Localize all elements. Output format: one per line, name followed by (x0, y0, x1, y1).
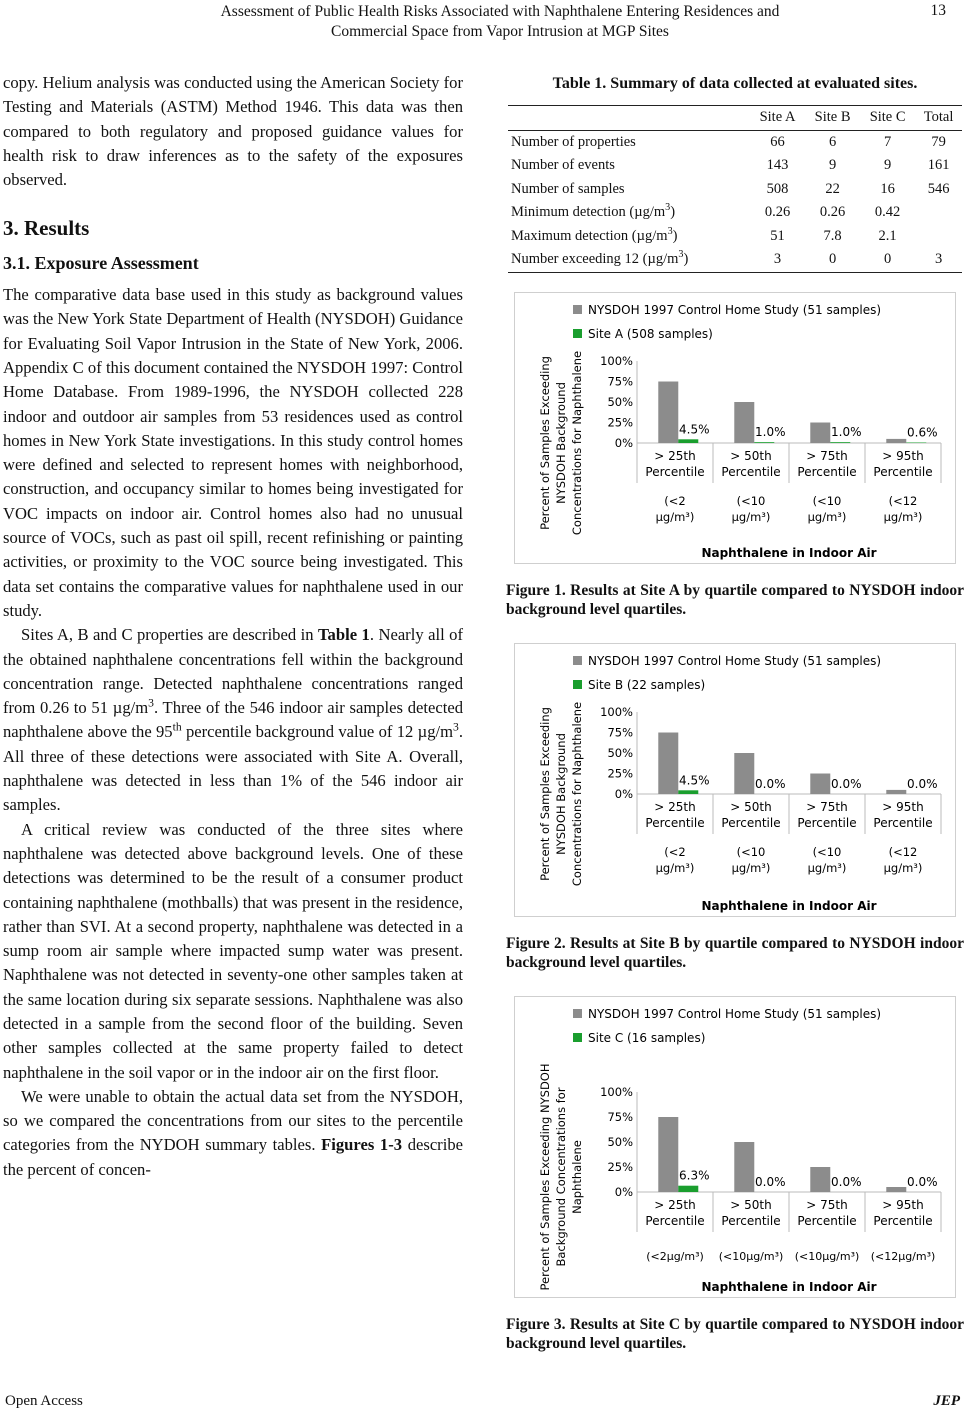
subsection-heading: 3.1. Exposure Assessment (3, 252, 199, 273)
x-tick-label: > 50th (730, 1198, 772, 1212)
bar-data-label: 0.6% (907, 425, 938, 440)
table-cell: 161 (927, 157, 950, 174)
legend-label: Site C (16 samples) (588, 1031, 706, 1045)
figure-2-chart (514, 643, 956, 917)
table-cell: 0.26 (819, 204, 846, 221)
bar-site (678, 1186, 698, 1192)
table-header-cell: Site C (860, 106, 915, 131)
legend-swatch (573, 656, 582, 665)
bar-data-label: 0.0% (907, 1175, 938, 1189)
x-tick-label: > 25th (654, 449, 696, 463)
x-axis-label: Naphthalene in Indoor Air (701, 1280, 877, 1294)
table-cell: 0.26 (764, 204, 791, 221)
paragraph-comparison (3, 1085, 463, 1182)
legend-swatch (573, 680, 582, 689)
y-tick-label: 0% (614, 787, 633, 801)
bar-data-label: 4.5% (679, 422, 710, 437)
bar-control-home (734, 402, 754, 443)
y-tick-label: 50% (607, 746, 633, 760)
right-column (508, 71, 962, 273)
x-tick-label: Percentile (873, 465, 933, 479)
table-cell: 16 (880, 180, 895, 197)
y-tick-label: 100% (600, 354, 633, 368)
threshold-label: (<10 (736, 494, 766, 508)
superscript: 3 (453, 720, 459, 734)
y-tick-label: 0% (614, 436, 633, 450)
superscript: 3 (148, 696, 154, 710)
y-axis-label-line: Concentrations for Naphthalene (570, 350, 584, 536)
table-cell (915, 201, 962, 225)
threshold-label: µg/m³) (731, 861, 771, 875)
x-tick-label: > 50th (730, 800, 772, 814)
table-row (508, 248, 962, 272)
bar-site (678, 790, 698, 794)
table-row-label (508, 154, 750, 178)
footer-journal: JEP (933, 1393, 960, 1409)
y-tick-label: 25% (607, 415, 633, 430)
table-cell (915, 225, 962, 249)
bar-data-label: 0.0% (755, 777, 786, 791)
paragraph-sites-text-d: percentile background value of 12 µg/m (181, 722, 454, 742)
superscript: 3 (678, 249, 684, 261)
table-cell: 3 (773, 251, 782, 268)
y-tick-label: 75% (607, 1110, 633, 1124)
bar-control-home (658, 382, 678, 444)
threshold-label: (<10 (736, 845, 766, 859)
table-cell: 143 (766, 157, 789, 174)
x-tick-label: Percentile (797, 465, 857, 479)
x-tick-label: Percentile (645, 816, 705, 830)
bar-site (830, 442, 850, 443)
table-cell: 79 (931, 133, 946, 150)
y-tick-label: 100% (600, 705, 633, 719)
bar-control-home (886, 1187, 906, 1192)
table-cell: 3 (934, 251, 943, 268)
threshold-label: (<12 (888, 494, 918, 508)
table-row-label (508, 130, 750, 154)
y-axis-label-line: Percent of Samples Exceeding (538, 707, 552, 881)
summary-table (508, 105, 962, 273)
threshold-label: µg/m³) (883, 510, 923, 524)
threshold-label: (<2µg/m³) (646, 1250, 704, 1263)
table-row (508, 178, 962, 202)
table-cell: 7 (883, 133, 892, 150)
x-tick-label: > 95th (882, 800, 924, 814)
figure-3-caption: Figure 3. Results at Site C by quartile compared to NYSDOH indoor background level quartiles. (506, 1316, 964, 1352)
x-tick-label: Percentile (797, 1214, 857, 1228)
chart-legend (573, 303, 881, 341)
bar-data-label: 0.0% (831, 1175, 862, 1189)
bar-control-home (658, 1117, 678, 1192)
figure-1-caption: Figure 1. Results at Site A by quartile compared to NYSDOH indoor background level quartiles. (506, 582, 964, 618)
superscript: th (172, 720, 182, 734)
x-tick-label: > 95th (882, 1198, 924, 1212)
y-axis-label (538, 702, 584, 886)
y-tick-label: 0% (614, 1185, 633, 1199)
chart-svg (515, 644, 955, 916)
x-axis-label: Naphthalene in Indoor Air (701, 899, 877, 913)
threshold-label: (<2 (664, 494, 686, 508)
y-axis-label-line: Percent of Samples Exceeding NYSDOH (538, 1063, 552, 1291)
figure-3-chart (514, 996, 956, 1298)
x-tick-label: Percentile (797, 816, 857, 830)
table-header-cell: Site A (750, 106, 805, 131)
x-tick-label: Percentile (873, 816, 933, 830)
bar-control-home (886, 439, 906, 443)
paragraph-sites-text-a: Sites A, B and C properties are described in (21, 625, 319, 645)
row-label-text: Number exceeding 12 (µg/m (511, 251, 679, 268)
y-axis-label-line: NYSDOH Background (554, 382, 568, 504)
page-footer (5, 1393, 960, 1410)
y-axis-label-line: NYSDOH Background (554, 733, 568, 855)
legend-label: NYSDOH 1997 Control Home Study (51 samples) (588, 1007, 882, 1021)
threshold-label: (<10 (812, 845, 842, 859)
figures-reference: Figures 1-3 (321, 1135, 403, 1155)
y-axis-label-line: Percent of Samples Exceeding (538, 356, 552, 530)
threshold-label: µg/m³) (807, 861, 847, 875)
bar-control-home (810, 1167, 830, 1192)
threshold-label: (<10µg/m³) (794, 1250, 860, 1263)
y-tick-label: 75% (607, 725, 633, 740)
table-cell: 9 (883, 157, 892, 174)
chart-legend (573, 654, 881, 692)
running-title-line2: Commercial Space from Vapor Intrusion at MGP Sites (331, 23, 669, 40)
intro-paragraph: copy. Helium analysis was conducted using the American Society for Testing and Materials (ASTM) Method 1946. This data was then compared to both regulatory and proposed guidance values for health risk to draw inferences as to the safety of the exposures observed. (3, 73, 463, 190)
row-label-text: Number of events (511, 157, 615, 174)
bar-data-label: 0.0% (831, 777, 862, 791)
y-tick-label: 50% (607, 395, 633, 409)
legend-swatch (573, 329, 582, 338)
bar-data-label: 1.0% (755, 425, 786, 440)
bar-data-label: 4.5% (679, 773, 710, 788)
legend-label: Site B (22 samples) (588, 678, 706, 692)
paragraph-comparison-text-b: describe the percent of concen- (3, 1135, 463, 1179)
table-cell: 51 (770, 227, 785, 244)
paragraph-sites-text-e: . All three of these detections were associated with Site A. Overall, naphthalene was detected in less than 1% of the 546 indoor air samples. (3, 722, 463, 815)
table-row (508, 154, 962, 178)
legend-label: Site A (508 samples) (588, 327, 713, 341)
y-tick-label: 75% (607, 374, 633, 389)
table-row-label (508, 178, 750, 202)
threshold-label: (<2 (664, 845, 686, 859)
paragraph-background: The comparative data base used in this study as background values was the New York State Department of Health (NYSDOH) Guidance for Evaluating Soil Vapor Intrusion in the State of New York, 2006. Appendix C of this document contained the NYSDOH 1997: Control Home Database. From 1989-1996, the NYSDOH collected 228 indoor and outdoor air samples from 53 residences used as control homes in New York State investigations. In this study control homes were defined and selected to represent homes with neighborhood, construction, and occupancy similar to homes being investigated for VOC impacts on indoor air. Control homes also had no unusual source of VOCs, such as past oil spill, recent refinishing or painting activities, or proximity to the VOC source being investigated. This data set contains the comparative values for naphthalene used in our study. (3, 285, 463, 620)
table-header-cell: Total (915, 106, 962, 131)
table-cell: 0.42 (874, 204, 901, 221)
threshold-label: µg/m³) (883, 861, 923, 875)
paragraph-comparison-text-a: We were unable to obtain the actual data set from the NYSDOH, so we compared the concentrations from our sites to the percentile categories from the NYDOH summary tables. (3, 1086, 463, 1155)
x-tick-label: > 50th (730, 449, 772, 463)
table-row-label: Number exceeding 12 $(\mu g/m^3)$ (511, 249, 689, 268)
threshold-label: (<10µg/m³) (718, 1250, 784, 1263)
left-column (3, 71, 463, 1182)
table-cell: 508 (766, 180, 789, 197)
x-tick-label: > 75th (806, 449, 848, 463)
y-tick-label: 25% (607, 1160, 633, 1174)
running-title-line1: Assessment of Public Health Risks Associated with Naphthalene Entering Residences and (220, 3, 780, 20)
x-tick-label: > 25th (654, 1198, 696, 1212)
x-tick-label: Percentile (645, 465, 705, 479)
threshold-label: (<10 (812, 494, 842, 508)
y-tick-label: 25% (607, 766, 633, 781)
x-tick-label: > 25th (654, 800, 696, 814)
legend-label: NYSDOH 1997 Control Home Study (51 samples) (588, 303, 882, 317)
x-tick-label: > 95th (882, 449, 924, 463)
threshold-label: µg/m³) (731, 510, 771, 524)
legend-swatch (573, 1009, 582, 1018)
row-label-text: Minimum detection (µg/m (511, 204, 666, 221)
running-title (180, 2, 820, 42)
table-cell: 6 (828, 133, 837, 150)
x-tick-label: Percentile (721, 816, 781, 830)
paragraph-review: A critical review was conducted of the three sites where naphthalene was detected above background levels. One of these detections was determined to be the result of a consumer product containing naphthalene (mothballs) that was present in the residence, rather than SVI. At a second property, naphthalene was detected in a sump room air sample where impacted sump water was present. Naphthalene was not detected in seventy-one other samples taken at the same location during six separate sessions. Naphthalene was also detected in a sample from the second floor of the building. Seven other samples collected at the same property failed to detect naphthalene in the soil vapor or in the indoor air on the first floor. (3, 819, 463, 1082)
table-body (508, 130, 962, 272)
legend-label: NYSDOH 1997 Control Home Study (51 samples) (588, 654, 882, 668)
superscript: 3 (665, 202, 671, 214)
bar-site (678, 439, 698, 443)
chart-legend (573, 1007, 881, 1045)
bar-control-home (658, 733, 678, 795)
x-tick-label: Percentile (721, 465, 781, 479)
table-row (508, 225, 962, 249)
bar-data-label: 0.0% (755, 1175, 786, 1189)
y-axis-label (538, 1064, 584, 1291)
bar-control-home (886, 790, 906, 794)
legend-swatch (573, 1033, 582, 1042)
table-header-row (508, 106, 962, 131)
x-tick-label: Percentile (873, 1214, 933, 1228)
table-header-cell: Site B (805, 106, 860, 131)
y-axis-label-line: Concentrations for Naphthalene (570, 701, 584, 887)
table-cell: 2.1 (878, 227, 897, 244)
threshold-label: µg/m³) (655, 861, 695, 875)
table-cell: 22 (825, 180, 840, 197)
x-tick-label: > 75th (806, 1198, 848, 1212)
bar-control-home (810, 774, 830, 795)
x-tick-label: Percentile (721, 1214, 781, 1228)
table-cell: 0 (828, 251, 837, 268)
threshold-label: (<12µg/m³) (870, 1250, 936, 1263)
threshold-label: µg/m³) (807, 510, 847, 524)
table-reference: Table 1 (318, 625, 370, 645)
bar-control-home (734, 753, 754, 794)
chart-svg (515, 293, 955, 563)
x-axis-label: Naphthalene in Indoor Air (701, 546, 877, 560)
paragraph-sites-text-b: . Nearly all of the obtained naphthalene concentrations fell within the background concentration range. Detected naphthalene concentrations ranged from 0.26 to 51 µg/m (3, 625, 463, 718)
table-row (508, 130, 962, 154)
bar-data-label: 1.0% (831, 425, 862, 440)
figure-1-chart (514, 292, 956, 564)
x-tick-label: > 75th (806, 800, 848, 814)
section-heading: 3. Results (3, 216, 90, 241)
legend-swatch (573, 305, 582, 314)
paragraph-sites-text-c: . Three of the 546 indoor air samples detected naphthalene above the 95 (3, 698, 463, 742)
y-tick-label: 50% (607, 1135, 633, 1149)
bar-data-label: 6.3% (679, 1168, 710, 1183)
figure-2-caption: Figure 2. Results at Site B by quartile compared to NYSDOH indoor background level quartiles. (506, 935, 964, 971)
bar-site (754, 442, 774, 443)
table-row-label: Maximum detection $(\mu g/m^3)$ (511, 225, 678, 244)
table-header-cell (508, 106, 750, 131)
chart-svg (515, 997, 955, 1297)
row-label-text: Number of samples (511, 180, 625, 197)
y-tick-label: 100% (600, 1085, 633, 1099)
y-axis-label (538, 351, 584, 535)
bar-control-home (810, 423, 830, 444)
superscript: 3 (667, 225, 673, 237)
threshold-label: µg/m³) (655, 510, 695, 524)
page-header (0, 0, 966, 44)
bar-data-label: 0.0% (907, 777, 938, 791)
table-cell: 546 (927, 180, 950, 197)
page-number: 13 (930, 2, 946, 19)
table-cell: 7.8 (823, 227, 842, 244)
table-cell: 9 (828, 157, 837, 174)
table-cell: 0 (883, 251, 892, 268)
threshold-label: (<12 (888, 845, 918, 859)
table-row-label: Minimum detection $(\mu g/m^3)$ (511, 202, 676, 221)
x-tick-label: Percentile (645, 1214, 705, 1228)
table-row (508, 201, 962, 225)
paragraph-sites (3, 623, 463, 817)
footer-open-access: Open Access (5, 1393, 83, 1409)
bar-control-home (734, 1142, 754, 1192)
row-label-text: Number of properties (511, 133, 636, 150)
y-axis-label-line: Naphthalene (570, 1140, 584, 1214)
row-label-text: Maximum detection (µg/m (511, 227, 668, 244)
table-cell: 66 (770, 133, 785, 150)
table-caption: Table 1. Summary of data collected at evaluated sites. (552, 75, 918, 92)
y-axis-label-line: Background Concentrations for (554, 1087, 568, 1267)
